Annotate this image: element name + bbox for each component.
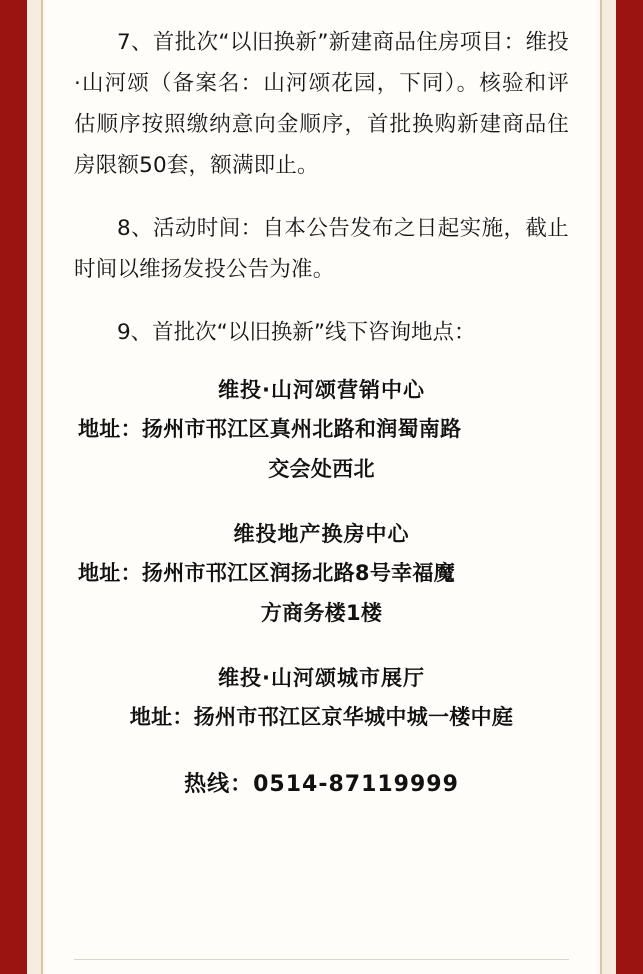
decorative-left-border <box>0 0 42 974</box>
location-name: 维投地产换房中心 <box>233 522 410 546</box>
right-border-cream-band <box>601 0 616 974</box>
paragraph-item-7: 7、首批次“以旧换新”新建商品住房项目：维投·山河颂（备案名：山河颂花园，下同）。核验和评估顺序按照缴纳意向金顺序，首批换购新建商品住房限额50套，额满即止。 <box>74 30 569 178</box>
address-text: 扬州市邗江区京华城中城一楼中庭 <box>193 705 514 729</box>
decorative-right-border <box>601 0 643 974</box>
bottom-divider <box>74 959 569 960</box>
left-border-hairline <box>41 0 43 974</box>
location-name: 维投·山河颂营销中心 <box>218 378 425 402</box>
right-border-red-band <box>616 0 643 974</box>
hotline-row <box>74 763 569 807</box>
hotline-label: 热线： <box>184 772 254 797</box>
left-border-red-band <box>0 0 27 974</box>
address-label: 地址： <box>129 705 194 729</box>
location-block-3 <box>74 659 569 737</box>
address-label: 地址： <box>78 561 142 585</box>
left-border-cream-band <box>27 0 42 974</box>
location-block-1 <box>74 371 569 489</box>
hotline-number: 0514-87119999 <box>253 772 459 797</box>
address-text: 扬州市邗江区真州北路和润蜀南路 <box>141 417 462 441</box>
address-text: 扬州市邗江区润扬北路8号幸福魔 <box>141 561 456 585</box>
location-address-line <box>74 697 569 737</box>
right-border-hairline <box>600 0 602 974</box>
address-label: 地址： <box>78 417 142 441</box>
location-block-2 <box>74 515 569 633</box>
paragraph-item-8: 8、活动时间：自本公告发布之日起实施，截止时间以维扬发投公告为准。 <box>74 216 569 282</box>
location-name: 维投·山河颂城市展厅 <box>218 666 425 690</box>
document-body <box>46 0 597 974</box>
location-address-line <box>74 409 569 449</box>
location-address-line-2: 方商务楼1楼 <box>260 601 383 625</box>
location-address-line-2: 交会处西北 <box>268 457 375 481</box>
location-address-line <box>74 553 569 593</box>
section-heading-consultation-locations: 9、首批次“以旧换新”线下咨询地点： <box>117 320 476 345</box>
